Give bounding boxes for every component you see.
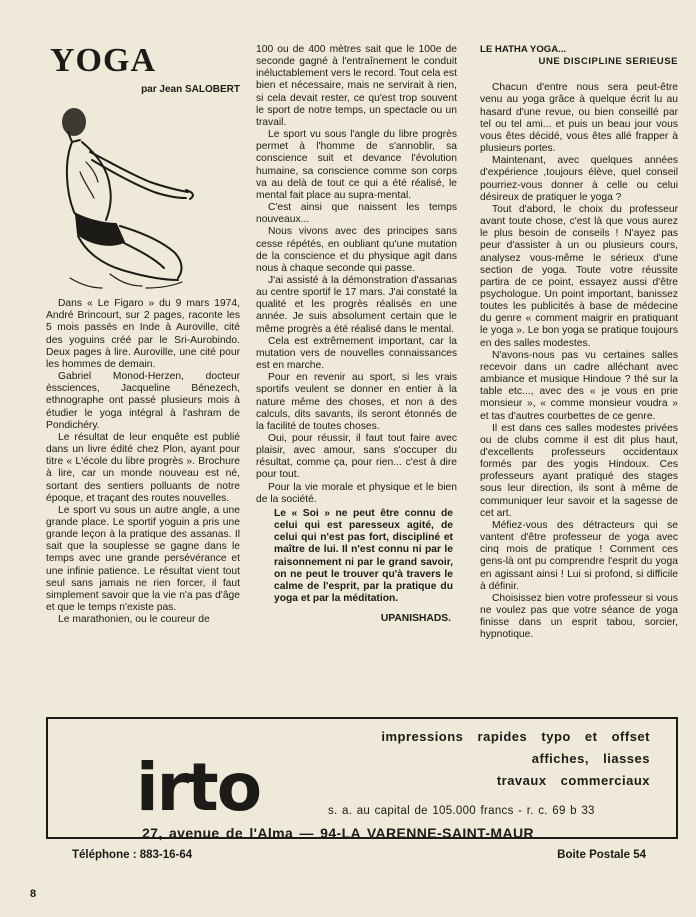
ad-services-line: travaux commerciaux [496,773,650,788]
ad-phone: Téléphone : 883-16-64 [72,849,193,861]
col3-paragraph: Il est dans ces salles modestes privées ou de clubs comme il est dit plus haut, d'excellents professeurs occidentaux formés par des yogis Hindoux. Ces professeurs ayant pratiqué des stages sous leur direction, ils sont à même de communiquer leur savoir et la sagesse de cet art. [480,422,678,519]
col3-paragraph: Maintenant, avec quelques années d'expérience ,toujours élève, quel conseil pourriez-vous donner à celle ou celui désireux de pratiquer le yoga ? [480,155,678,203]
col2-paragraph: Nous vivons avec des principes sans cesse répétés, en oubliant qu'une mutation de la conscience et du physique agit dans nous à chaque seconde qui passe. [256,226,457,274]
col2-paragraph: Le sport vu sous l'angle du libre progrès permet à l'homme de s'annoblir, sa conscience suit et devance l'évolution humaine, sa conscience comme son corps va au delà de tout ce qui a été réalisé, le mental fait place au supra-mental. [256,129,457,201]
upanishad-quote: Le « Soi » ne peut être connu de celui qui est paresseux agité, de celui qui n'est pas fort, discipliné et maître de lui. Il n'est connu ni par le raisonnement ni par le grand savoir, on ne peut le trouver qu'à travers le calme de l'esprit, par la pratique du yoga et par la méditation. [274,507,453,605]
article-column-3 [480,44,678,642]
col1-paragraph: Le sport vu sous un autre angle, a une grande place. Le sportif yoguin a pris une grande leçon à la pratique des assanas. Il sait que la souplesse se gagne dans le temps avec une grande persévérance et une infinie patience. Le résultat vient tout seul sans jamais ne rien forcer, il faut simplement savoir que la vie n'a pas d'âge et que le temps n'existe pas. [46,504,240,614]
col2-paragraph: Pour la vie morale et physique et le bien de la société. [256,481,457,505]
col3-paragraph: N'avons-nous pas vu certaines salles recevoir dans un cadre alléchant avec ambiance et musique Hindoue ? thé sur la table etc..., avec des « je vous en prie monsieur », « comme monsieur voudra » et tas d'autres courbettes de ce genre. [480,349,678,422]
article-byline: par Jean SALOBERT [141,84,240,95]
page-number: 8 [30,888,37,900]
col1-paragraph: Le résultat de leur enquête est publié dans un livre édité chez Plon, ayant pour titre « L'école du libre progrès ». Brochure à lire, car un monde nouveau est né, sortant des sentiers polluants de notre époque, et traçant des routes nouvelles. [46,431,240,504]
ad-capital-info: s. a. au capital de 105.000 francs - r. c. 69 b 33 [328,805,595,817]
ad-postal-box: Boite Postale 54 [557,849,646,861]
col3-paragraph: Choisissez bien votre professeur si vous ne voulez pas que votre séance de yoga finisse dans un esprit tabou, sorcier, hypnotique. [480,592,678,641]
col3-paragraph: Méfiez-vous des détracteurs qui se vantent d'être professeur de yoga avec cinq mois de pratique ! Comment ces gens-là ont pu comprendre l'esprit du yoga en agissant ainsi ! Lui si profond, si difficile à définir. [480,519,678,592]
col2-paragraph: C'est ainsi que naissent les temps nouveaux... [256,202,457,226]
ad-services-line: affiches, liasses [531,751,650,766]
ad-address: 27, avenue de l'Alma — 94-LA VARENNE-SAINT-MAUR [142,825,534,841]
col3-paragraph: Chacun d'entre nous sera peut-être venu au yoga grâce à quelque écrit lu au hasard d'une revue, ou bien conseillé par tel ou tel ami... et puis un beau jour vous vous êtes décidé, vous êtes allé frapper à plusieurs portes. [480,82,678,155]
article-title: YOGA [50,42,156,79]
col2-paragraph: J'ai assisté à la démonstration d'assanas au centre sportif le 17 mars. J'ai constaté la qualité et les progrès réalisés en une année. Je suis absolument certain que le même progrès a été réalisé dans le mental. [256,274,457,335]
section-subheading-2: UNE DISCIPLINE SERIEUSE [538,56,678,68]
irto-logo: irto [136,749,261,826]
section-subheading: LE HATHA YOGA... [480,44,567,55]
kneeling-yogi-icon [50,102,200,292]
printer-advertisement [46,717,678,861]
col1-paragraph: Dans « Le Figaro » du 9 mars 1974, André Brincourt, sur 2 pages, raconte les 5 mois passés en Inde à Auroville, cité des yoguins créé par le Sri-Aurobindo. Deux pages à lire. Auroville, une cité pour les hommes de demain. [46,298,240,370]
col2-paragraph: Pour en revenir au sport, si les vrais sportifs veulent se donner en entier à la nature même des choses, et non a des calculs, dits savants, ils seront étonnés de la facilité de toutes choses. [256,372,457,432]
col2-paragraph: Oui, pour réussir, il faut tout faire avec plaisir, avec amour, sans s'occuper du résultat, comme ça, pour rien... c'est à dire pour tout. [256,433,457,481]
col1-paragraph: Le marathonien, ou le coureur de [58,614,210,626]
ad-services-line: impressions rapides typo et offset [381,729,650,744]
col2-paragraph: 100 ou de 400 mètres sait que le 100e de seconde gagné à l'entraînement le conduit inéluctablement vers le record. Tout cela est bien et nécessaire, mais ne servirait à rien, si cela devait rester, ce qu'est trop souvent le sport de notre temps, un spectacle ou un travail. [256,44,457,128]
article-column-2 [256,44,457,625]
col3-paragraph: Tout d'abord, le choix du professeur avant toute chose, c'est là que vous aurez le plus besoin de conseils ! N'ayez pas peur d'assister à un ou plusieurs cours, analysez vous-même le sérieux d'une section de yoga. Toute votre réussite partira de ce point, essayez aussi d'être psychologue. Un point important, banissez toutes les publicités à base de médecine du genre « comment maigrir en pratiquant le yoga ». Le bon yoga se pratique toujours en des salles modestes. [480,203,678,349]
quote-source: UPANISHADS. [380,613,451,625]
col1-paragraph: Gabriel Monod-Herzen, docteur èssciences, Jacqueline Bénezech, ethnographe ont passé plusieurs mois à étudier le yoga intégral à l'ashram de Pondichéry. [46,371,240,431]
col2-paragraph: Cela est extrêmement important, car la mutation vers de nouvelles connaissances est en marche. [256,335,457,372]
yoga-figure-illustration [46,102,240,298]
article-column-1 [46,44,240,626]
